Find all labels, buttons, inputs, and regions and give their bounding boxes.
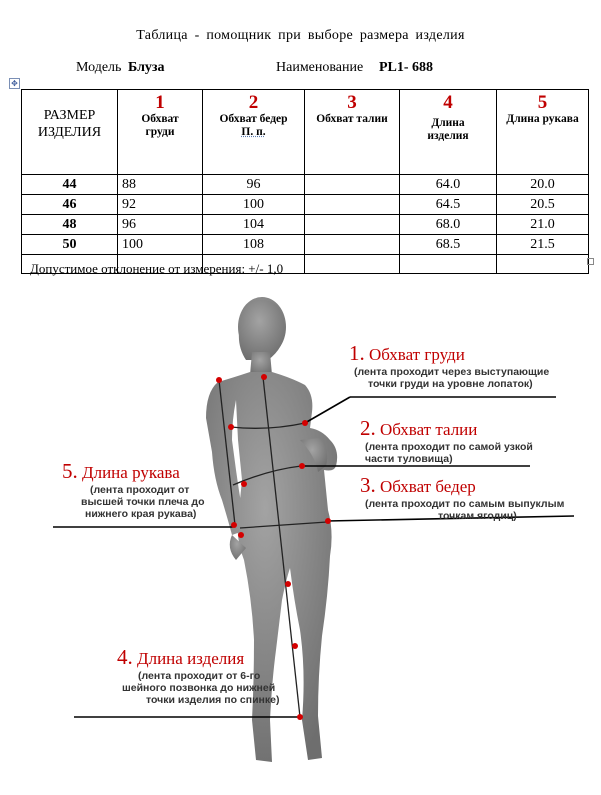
column-number: 1 <box>155 92 165 113</box>
guide-desc-line1: (лента проходит по самым выпуклым <box>365 498 565 510</box>
size-cell: 46 <box>22 195 118 215</box>
column-number: 5 <box>537 92 548 113</box>
column-caption-line1: Обхват бедер <box>219 113 288 125</box>
guide-desc-line1: (лента проходит от <box>90 484 190 496</box>
bust-cell: 96 <box>118 215 203 235</box>
guide-bust <box>349 341 549 390</box>
guide-title: Обхват талии <box>380 420 478 439</box>
guide-desc-line2: высшей точки плеча до <box>81 496 205 508</box>
guide-number: 1. <box>349 341 365 365</box>
column-number: 3 <box>347 92 357 113</box>
model-value: Блуза <box>128 60 165 75</box>
size-header-line1: РАЗМЕР <box>43 108 96 123</box>
column-caption-line1: Длина рукава <box>506 113 579 125</box>
guide-title: Обхват груди <box>369 345 465 364</box>
guide-title: Длина изделия <box>137 649 245 668</box>
guide-desc-line2: точки груди на уровне лопаток) <box>368 378 533 390</box>
length-cell: 64.0 <box>400 175 497 195</box>
guide-number: 4. <box>117 645 133 669</box>
guide-desc-line2: части туловища) <box>365 453 453 465</box>
guide-title: Обхват бедер <box>380 477 476 496</box>
guide-desc-line1: (лента проходит через выступающие <box>354 366 550 378</box>
guide-hips <box>360 473 564 522</box>
product-name-value: PL1- 688 <box>379 60 434 75</box>
hips-cell: 96 <box>203 175 305 195</box>
column-caption-line2: П. п. <box>241 126 266 138</box>
sleeve-cell: 20.0 <box>497 175 589 195</box>
guide-sleeve <box>62 459 205 520</box>
guide-title: Длина рукава <box>82 463 180 482</box>
sleeve-cell: 21.0 <box>497 215 589 235</box>
sleeve-cell: 21.5 <box>497 235 589 255</box>
size-header-line2: ИЗДЕЛИЯ <box>37 125 102 140</box>
guide-length <box>117 645 279 706</box>
size-cell: 44 <box>22 175 118 195</box>
table-move-handle-icon[interactable]: ✥ <box>9 78 20 89</box>
guide-desc-line2: точкам ягодиц) <box>438 510 517 522</box>
size-cell: 48 <box>22 215 118 235</box>
guide-desc-line1: (лента проходит от 6-го <box>138 670 261 682</box>
bust-cell: 100 <box>118 235 203 255</box>
tolerance-note: Допустимое отклонение от измерения: +/- 1,0 <box>30 261 284 276</box>
guide-desc-line1: (лента проходит по самой узкой <box>365 441 533 453</box>
guide-desc-line3: точки изделия по спинке) <box>146 694 280 706</box>
column-number: 4 <box>443 92 453 113</box>
column-caption-line1: Обхват талии <box>316 113 388 125</box>
guide-waist <box>360 416 533 465</box>
bust-cell: 92 <box>118 195 203 215</box>
column-caption-line1: Обхват <box>141 113 179 125</box>
length-cell: 68.0 <box>400 215 497 235</box>
column-caption-line1: Длина <box>431 117 465 129</box>
product-name-label: Наименование <box>276 60 364 75</box>
guide-number: 2. <box>360 416 376 440</box>
guide-number: 3. <box>360 473 376 497</box>
hips-cell: 100 <box>203 195 305 215</box>
column-number: 2 <box>248 92 259 113</box>
guide-desc-line2: шейного позвонка до нижней <box>122 682 276 694</box>
sleeve-cell: 20.5 <box>497 195 589 215</box>
guide-desc-line3: нижнего края рукава) <box>85 508 197 520</box>
hips-cell: 108 <box>203 235 305 255</box>
guide-number: 5. <box>62 459 78 483</box>
page-title: Таблица - помощник при выборе размера изделия <box>136 28 465 43</box>
column-caption-line2: груди <box>145 126 175 138</box>
length-cell: 68.5 <box>400 235 497 255</box>
length-cell: 64.5 <box>400 195 497 215</box>
column-caption-line2: изделия <box>427 130 469 142</box>
size-cell: 50 <box>22 235 118 255</box>
model-label: Модель <box>76 60 122 75</box>
hips-cell: 104 <box>203 215 305 235</box>
bust-cell: 88 <box>118 175 203 195</box>
